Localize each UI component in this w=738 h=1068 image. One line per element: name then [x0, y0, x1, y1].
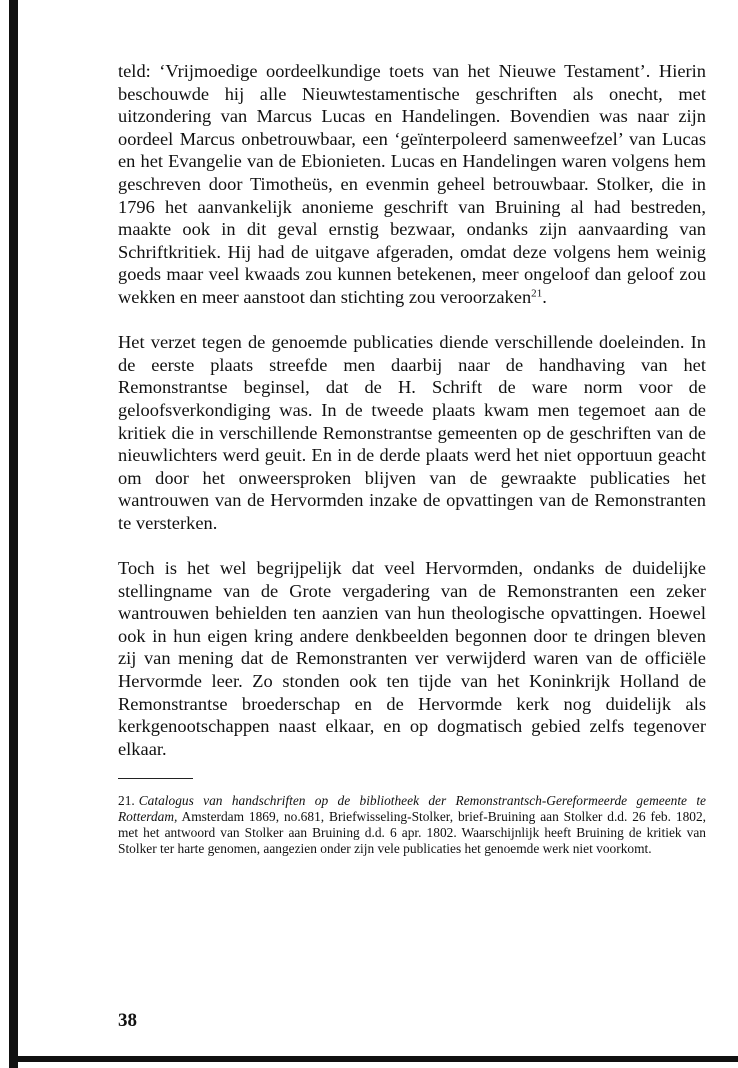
body-text: [118, 60, 706, 857]
paragraph-2: Het verzet tegen de genoemde publicaties diende verschillende doeleinden. In de eerste plaats streefde men daarbij naar de handhaving van het Remonstrantse beginsel, dat de H. Schrift de ware norm voor de geloofsverkondiging was. In de tweede plaats kwam men tegemoet aan de kritiek die in verschillende Remonstrantse gemeenten op de geschriften van de nieuwlichters werd geuit. En in de derde plaats werd het niet opportuun geacht om door het onweersproken blijven van de gewraakte publicaties het wantrouwen van de Hervormden inzake de opvattingen van de Remonstranten te versterken.: [118, 332, 706, 533]
paragraph-1-text: teld: ‘Vrijmoedige oordeelkundige toets van het Nieuwe Testament’. Hierin beschouwde hij alle Nieuwtestamentische geschriften als onecht, met uitzondering van Marcus Lucas en Handelingen. Bovendien was naar zijn oordeel Marcus onbetrouwbaar, een ‘geïnterpoleerd samenweefzel’ van Lucas en het Evangelie van de Ebionieten. Lucas en Handelingen waren volgens hem geschreven door Timotheüs, en evenmin geheel betrouwbaar. Stolker, die in 1796 het aanvankelijk anonieme geschrift van Bruining al had bestreden, maakte ook in dit geval ernstig bezwaar, ondanks zijn aanvaarding van Schriftkritiek. Hij had de uitgave afgeraden, omdat deze volgens hem weinig goeds maar veel kwaads zou kunnen betekenen, meer ongeloof dan geloof zou wekken en meer aanstoot dan stichting zou veroorzaken: [118, 61, 706, 307]
page-number: 38: [118, 1010, 137, 1031]
footnote-text: Amsterdam 1869, no.681, Briefwisseling-Stolker, brief-Bruining aan Stolker d.d. 26 feb. 1802, met het antwoord van Stolker aan Bruining d.d. 6 apr. 1802. Waarschijnlijk heeft Bruining de kritiek van Stolker ter harte genomen, aangezien onder zijn vele publicaties het genoemde werk niet voorkomt.: [118, 809, 706, 857]
paragraph-3: Toch is het wel begrijpelijk dat veel Hervormden, ondanks de duidelijke stellingname van de Grote vergadering van de Remonstranten een zeker wantrouwen behielden ten aanzien van hun theologische opvattingen. Hoewel ook in hun eigen kring andere denkbeelden begonnen door te dringen bleven zij van mening dat de Remonstranten ver verwijderd waren van de officiële Hervormde leer. Zo stonden ook ten tijde van het Koninkrijk Holland de Remonstrantse broederschap en de Hervormde kerk nog duidelijk als kerkgenootschappen naast elkaar, en op dogmatisch gebied zelfs tegenover elkaar.: [118, 558, 706, 759]
scan-left-border: [9, 0, 18, 1068]
footnote-ref-21: 21: [531, 287, 543, 300]
scan-bottom-border: [9, 1056, 738, 1062]
footnote-number: 21.: [118, 793, 135, 809]
footnote-21: [118, 793, 706, 857]
footnote-separator: [118, 778, 193, 779]
footnote-title: Catalogus van handschriften op de bibliotheek der Remonstrantsch-Gereformeerde gemeente te Rotterdam,: [118, 793, 706, 825]
paragraph-1-end: .: [542, 286, 547, 307]
paragraph-1: [118, 60, 706, 309]
